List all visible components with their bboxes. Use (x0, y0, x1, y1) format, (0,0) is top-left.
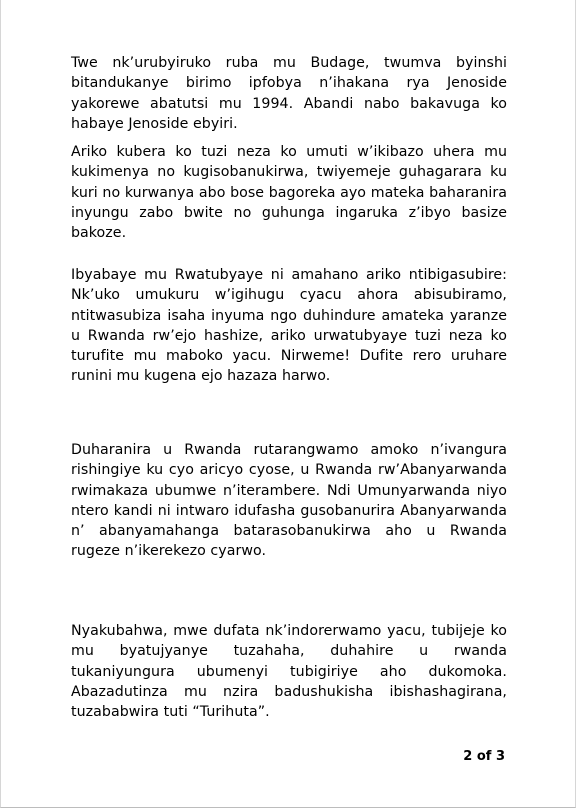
page-number: 2 of 3 (463, 749, 505, 764)
paragraph-turihuta: Nyakubahwa, mwe dufata nk’indorerwamo yacu, tubijeje ko mu byatujyanye tuzahaha, duhahire u rwanda tukaniyungura ubumenyi tubigiriye aho dukomoka. Abazadutinza mu nzira badushukisha ibishashagirana, tuzababwira tuti “Turihuta”. (71, 623, 507, 721)
paragraph-unity-and-development: Duharanira u Rwanda rutarangwamo amoko n’ivangura rishingiye ku cyo aricyo cyose, u Rwanda rw’Abanyarwanda rwimakaza ubumwe n’iterambere. Ndi Umunyarwanda niyo ntero kandi ni intwaro idufasha gusobanurira Abanyarwanda n’ abanyamahanga batarasobanukirwa aho u Rwanda rugeze n’ikerekezo cyarwo. (71, 442, 507, 560)
paragraph-genocide-denial: Twe nk’urubyiruko ruba mu Budage, twumva byinshi bitandukanye birimo ipfobya n’ihakana rya Jenoside yakorewe abatutsi mu 1994. Abandi nabo bakavuga ko habaye Jenoside ebyiri. (71, 55, 507, 132)
paragraph-never-again: Ibyabaye mu Rwatubyaye ni amahano ariko ntibigasubire: Nk’uko umukuru w’igihugu cyacu ahora abisubiramo, ntitwasubiza isaha inyuma ngo duhindure amateka yaranze u Rwanda rw’ejo hashize, ariko urwatubyaye tuzi neza ko turufite mu maboko yacu. Nirweme! Dufite rero uruhare runini mu kugena ejo hazaza harwo. (71, 267, 507, 385)
paragraph-standing-for-truth: Ariko kubera ko tuzi neza ko umuti w’ikibazo uhera mu kukimenya no kugisobanukirwa, twiyemeje guhagarara ku kuri no kurwanya abo bose bagoreka ayo mateka baharanira inyungu zabo bwite no guhunga ingaruka z’ibyo basize bakoze. (71, 144, 507, 242)
